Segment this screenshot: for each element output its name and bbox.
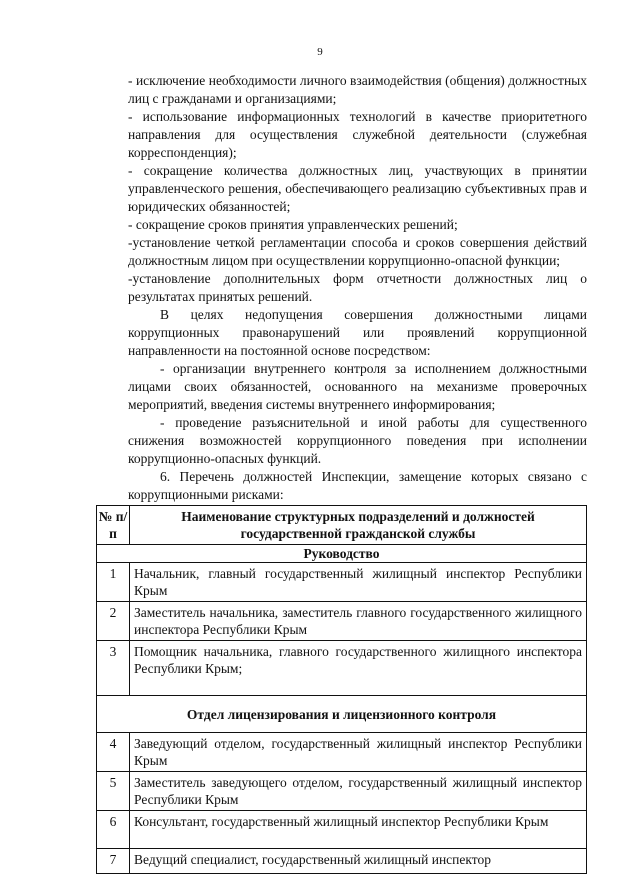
- table-row: [97, 733, 587, 772]
- row-text: Заместитель начальника, заместитель главного государственного жилищного инспектора Республики Крым: [130, 602, 587, 641]
- row-num: 6: [97, 811, 130, 849]
- table-row: [97, 641, 587, 696]
- row-text: Заведующий отделом, государственный жилищный инспектор Республики Крым: [130, 733, 587, 772]
- row-num: 4: [97, 733, 130, 772]
- paragraph: - организации внутреннего контроля за исполнением должностными лицами своих обязанностей, основанного на механизме проверочных мероприятий, введения системы внутреннего информирования;: [128, 361, 587, 412]
- row-num: 3: [97, 641, 130, 696]
- table-row: [97, 563, 587, 602]
- positions-table: [96, 505, 587, 874]
- paragraph: -установление четкой регламентации способа и сроков совершения действий должностным лицом при осуществлении коррупционно-опасной функции;: [128, 235, 587, 268]
- row-text: Помощник начальника, главного государственного жилищного инспектора Республики Крым;: [130, 641, 587, 696]
- row-num: 5: [97, 772, 130, 811]
- table-row: [97, 849, 587, 874]
- table-row: [97, 602, 587, 641]
- paragraph: -установление дополнительных форм отчетности должностных лиц о результатах принятых решений.: [128, 271, 587, 304]
- row-num: 7: [97, 849, 130, 874]
- paragraph: В целях недопущения совершения должностными лицами коррупционных правонарушений или проявлений коррупционной направленности на постоянной основе посредством:: [128, 307, 587, 358]
- page-number: 9: [317, 46, 323, 58]
- paragraph: - сокращение количества должностных лиц, участвующих в принятии управленческого решения, обеспечивающего реализацию субъективных прав и юридических обязанностей;: [128, 163, 587, 214]
- paragraph: 6. Перечень должностей Инспекции, замещение которых связано с коррупционными рисками:: [128, 469, 587, 502]
- section-title-leadership: Руководство: [97, 545, 587, 563]
- body-text: [128, 72, 587, 504]
- table-row: [97, 772, 587, 811]
- section-title-licensing: Отдел лицензирования и лицензионного контроля: [97, 696, 587, 733]
- row-num: 1: [97, 563, 130, 602]
- row-num: 2: [97, 602, 130, 641]
- paragraph: - проведение разъяснительной и иной работы для существенного снижения возможностей коррупционного поведения при исполнении коррупционно-опасных функций.: [128, 415, 587, 466]
- row-text: Заместитель заведующего отделом, государственный жилищный инспектор Республики Крым: [130, 772, 587, 811]
- row-text: Начальник, главный государственный жилищный инспектор Республики Крым: [130, 563, 587, 602]
- paragraph: - использование информационных технологий в качестве приоритетного направления для осуществления служебной деятельности (служебная корреспонденция);: [128, 109, 587, 160]
- row-text: Ведущий специалист, государственный жилищный инспектор: [130, 849, 587, 874]
- header-num: № п/п: [97, 506, 130, 545]
- header-name: Наименование структурных подразделений и должностей государственной гражданской службы: [130, 506, 587, 545]
- table-header-row: [97, 506, 587, 545]
- table-row: [97, 811, 587, 849]
- paragraph: - сокращение сроков принятия управленческих решений;: [128, 217, 458, 232]
- row-text: Консультант, государственный жилищный инспектор Республики Крым: [130, 811, 587, 849]
- paragraph: - исключение необходимости личного взаимодействия (общения) должностных лиц с гражданами и организациями;: [128, 73, 587, 106]
- table-section-row: [97, 696, 587, 733]
- table-section-row: [97, 545, 587, 563]
